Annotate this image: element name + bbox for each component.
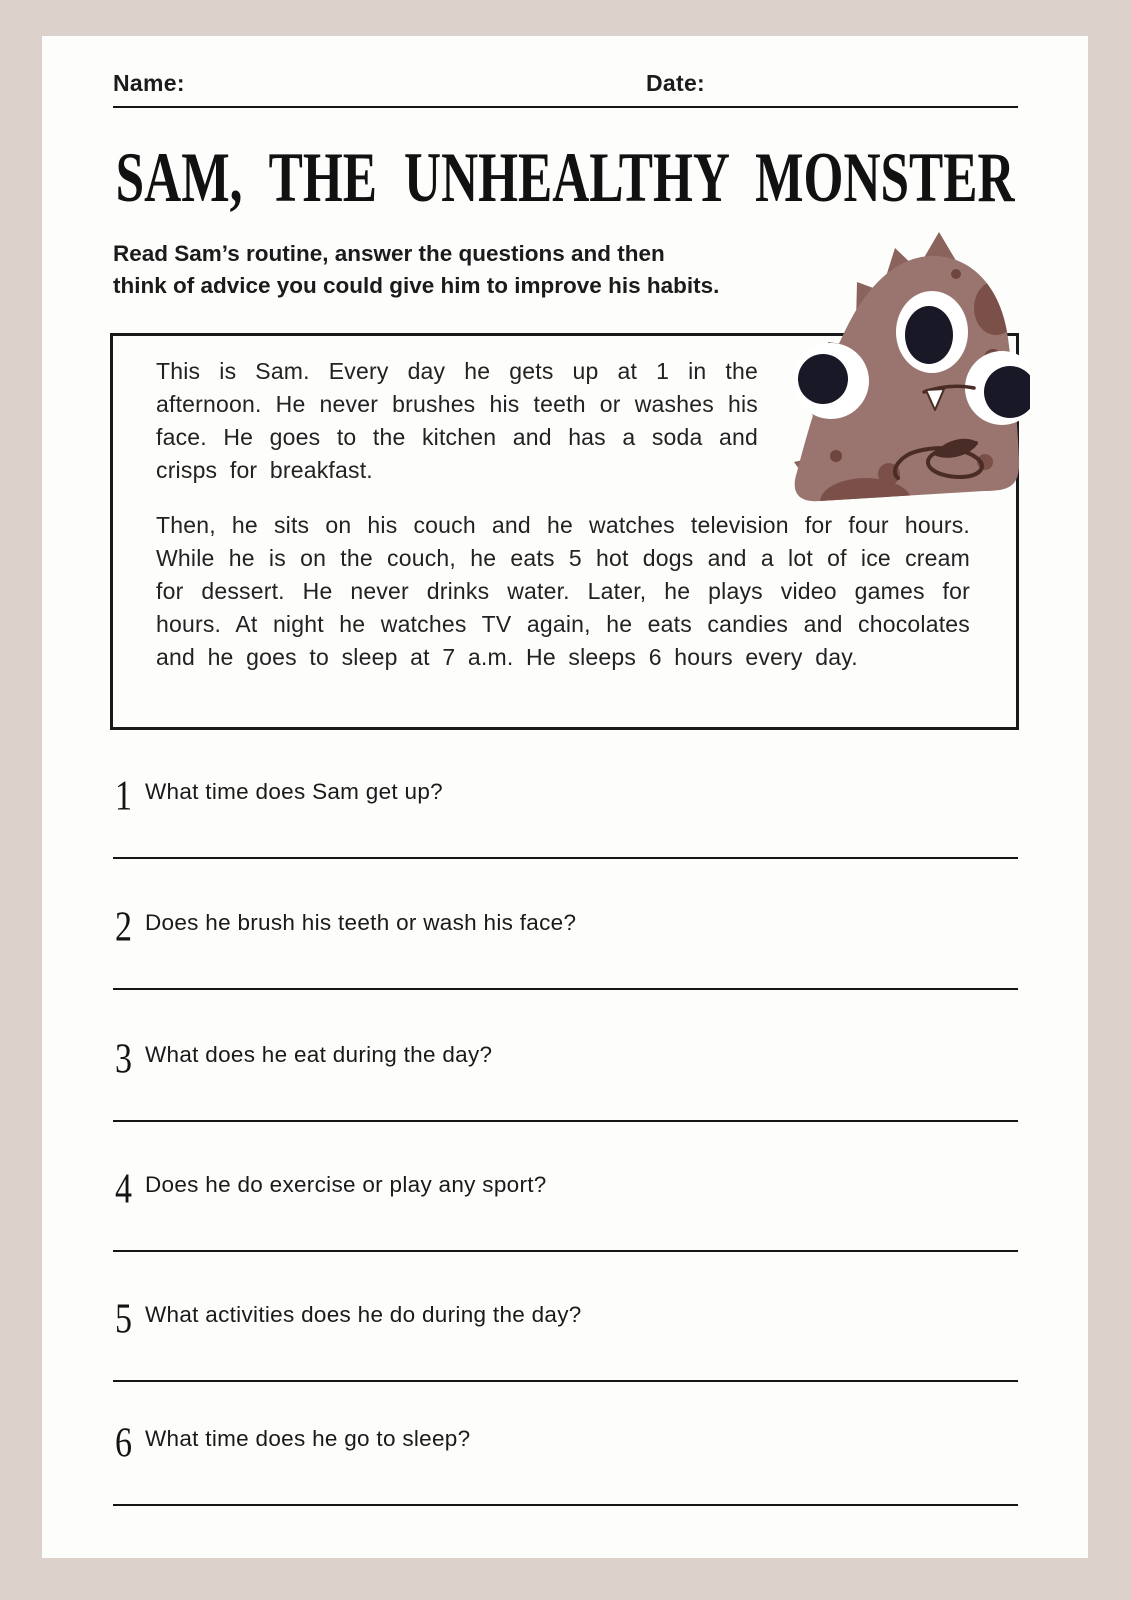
question-1-text: What time does Sam get up? [145,779,443,804]
instructions-line-2: think of advice you could give him to improve his habits. [113,272,720,298]
worksheet-page [42,36,1088,1558]
title-wrap [113,134,1018,220]
question-2-text: Does he brush his teeth or wash his face? [145,910,577,935]
question-3-number: 3 [115,1036,132,1083]
question-6-text: What time does he go to sleep? [145,1426,471,1451]
question-4-number: 4 [115,1166,132,1213]
question-5 [113,1296,1018,1396]
question-3-text: What does he eat during the day? [145,1042,493,1067]
instructions-line-1: Read Sam’s routine, answer the questions and then [113,241,665,266]
name-label: Name: [113,70,185,96]
question-2-number: 2 [115,904,132,951]
header-underline [113,106,1018,108]
answer-line-6 [113,1504,1018,1506]
passage-paragraph-2: Then, he sits on his couch and he watches television for four hours. While he is on the couch, he eats 5 hot dogs and a lot of ice cream for dessert. He never drinks water. Later, he plays video games for hours. At night he watches TV again, he eats candies and chocolates and he goes to sleep at 7 a.m. He sleeps 6 hours every day. [156,512,970,670]
answer-line-1 [113,857,1018,859]
sam-monster-illustration [786,228,1030,510]
question-5-number: 5 [115,1296,132,1343]
question-1 [113,773,1018,873]
question-3 [113,1036,1018,1136]
date-label: Date: [646,70,706,96]
question-6 [113,1420,1018,1520]
question-5-text: What activities does he do during the day? [145,1302,582,1327]
header-row [113,70,1018,100]
question-4 [113,1166,1018,1266]
worksheet-title: SAM, THE UNHEALTHY MONSTER [116,137,1015,217]
answer-line-4 [113,1250,1018,1252]
monster-left-eye [793,343,869,419]
answer-line-2 [113,988,1018,990]
answer-line-5 [113,1380,1018,1382]
question-4-text: Does he do exercise or play any sport? [145,1172,547,1197]
instructions [113,238,873,302]
monster-center-eye [896,291,968,373]
answer-line-3 [113,1120,1018,1122]
question-2 [113,904,1018,1004]
question-1-number: 1 [115,773,132,820]
question-6-number: 6 [115,1420,132,1467]
passage-paragraph-1: This is Sam. Every day he gets up at 1 in the afternoon. He never brushes his teeth or washes his face. He goes to the kitchen and has a soda and crisps for breakfast. [156,358,758,483]
